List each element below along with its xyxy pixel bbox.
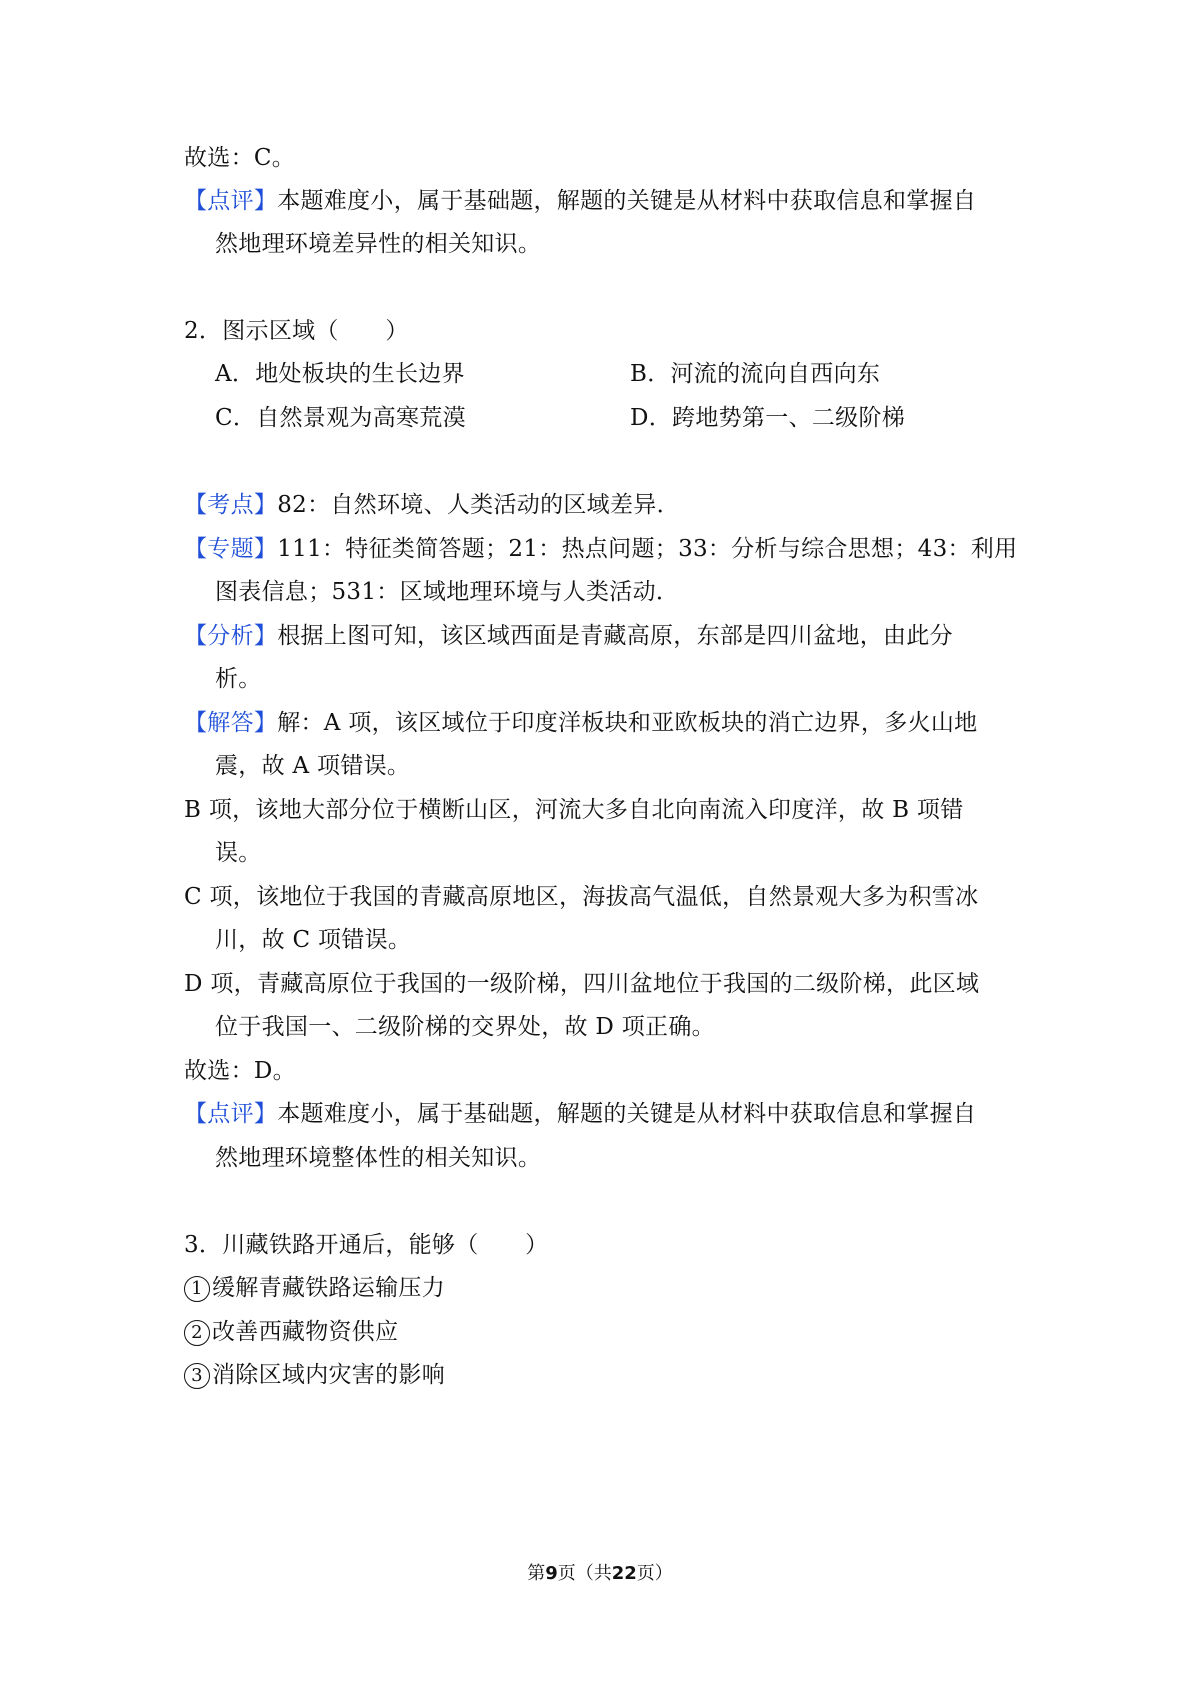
q2-item-c: C 项，该地位于我国的青藏高原地区，海拔高气温低，自然景观大多为积雪冰 <box>184 884 979 910</box>
q2-item-c-cont: 川，故 C 项错误。 <box>215 927 412 953</box>
q3-stem: 3．川藏铁路开通后，能够（ ） <box>184 1232 549 1258</box>
q3-item-2 <box>184 1317 398 1347</box>
q2-review-cont: 然地理环境整体性的相关知识。 <box>215 1145 542 1171</box>
footer-middle: 页（共 <box>557 1563 612 1584</box>
footer-page-number: 9 <box>545 1563 558 1584</box>
q2-item-d-cont: 位于我国一、二级阶梯的交界处，故 D 项正确。 <box>215 1014 715 1040</box>
q2-zhuanti-cont: 图表信息；531：区域地理环境与人类活动． <box>215 579 680 605</box>
zhuanti-tag: 【专题】 <box>184 536 278 562</box>
q3-item-text: 缓解青藏铁路运输压力 <box>212 1275 445 1301</box>
jieda-tag: 【解答】 <box>184 710 278 736</box>
q2-item-d: D 项，青藏高原位于我国的一级阶梯，四川盆地位于我国的二级阶梯，此区域 <box>184 971 980 997</box>
q2-fenxi-cont: 析。 <box>215 666 262 692</box>
q2-option-b: B．河流的流向自西向东 <box>630 361 881 387</box>
jieda-text: 解：A 项，该区域位于印度洋板块和亚欧板块的消亡边界，多火山地 <box>277 710 978 736</box>
q2-kaodian <box>184 490 680 520</box>
review-text: 本题难度小，属于基础题，解题的关键是从材料中获取信息和掌握自 <box>277 188 977 214</box>
q2-answer: 故选：D。 <box>184 1058 296 1084</box>
q3-item-text: 消除区域内灾害的影响 <box>212 1362 445 1388</box>
review-tag: 【点评】 <box>184 1101 278 1127</box>
footer-total-pages: 22 <box>611 1563 637 1584</box>
kaodian-text: 82：自然环境、人类活动的区域差异． <box>277 492 680 518</box>
q2-zhuanti <box>184 534 1017 564</box>
review-text: 本题难度小，属于基础题，解题的关键是从材料中获取信息和掌握自 <box>277 1101 977 1127</box>
fenxi-tag: 【分析】 <box>184 623 278 649</box>
q1-answer: 故选：C。 <box>184 145 296 171</box>
circled-number: 1 <box>184 1276 210 1302</box>
q1-review <box>184 186 976 216</box>
footer-suffix: 页） <box>636 1563 673 1584</box>
q2-jieda-cont: 震，故 A 项错误。 <box>215 753 411 779</box>
q2-option-c: C．自然景观为高寒荒漠 <box>215 405 466 431</box>
q2-review <box>184 1099 976 1129</box>
q3-item-text: 改善西藏物资供应 <box>212 1319 399 1345</box>
footer-prefix: 第 <box>527 1563 546 1584</box>
fenxi-text: 根据上图可知，该区域西面是青藏高原，东部是四川盆地，由此分 <box>277 623 953 649</box>
q2-option-d: D．跨地势第一、二级阶梯 <box>630 405 906 431</box>
q2-stem: 2．图示区域（ ） <box>184 318 409 344</box>
kaodian-tag: 【考点】 <box>184 492 278 518</box>
q2-item-b: B 项，该地大部分位于横断山区，河流大多自北向南流入印度洋，故 B 项错 <box>184 797 964 823</box>
q2-fenxi <box>184 621 953 651</box>
review-tag: 【点评】 <box>184 188 278 214</box>
q2-option-a: A．地处板块的生长边界 <box>215 361 465 387</box>
page-footer <box>0 1562 1200 1586</box>
zhuanti-text: 111：特征类简答题；21：热点问题；33：分析与综合思想；43：利用 <box>277 536 1018 562</box>
q2-jieda <box>184 708 977 738</box>
q3-item-1 <box>184 1273 445 1303</box>
circled-number: 2 <box>184 1320 210 1346</box>
q2-item-b-cont: 误。 <box>215 840 262 866</box>
q3-item-3 <box>184 1360 445 1390</box>
circled-number: 3 <box>184 1363 210 1389</box>
q1-review-cont: 然地理环境差异性的相关知识。 <box>215 231 542 257</box>
